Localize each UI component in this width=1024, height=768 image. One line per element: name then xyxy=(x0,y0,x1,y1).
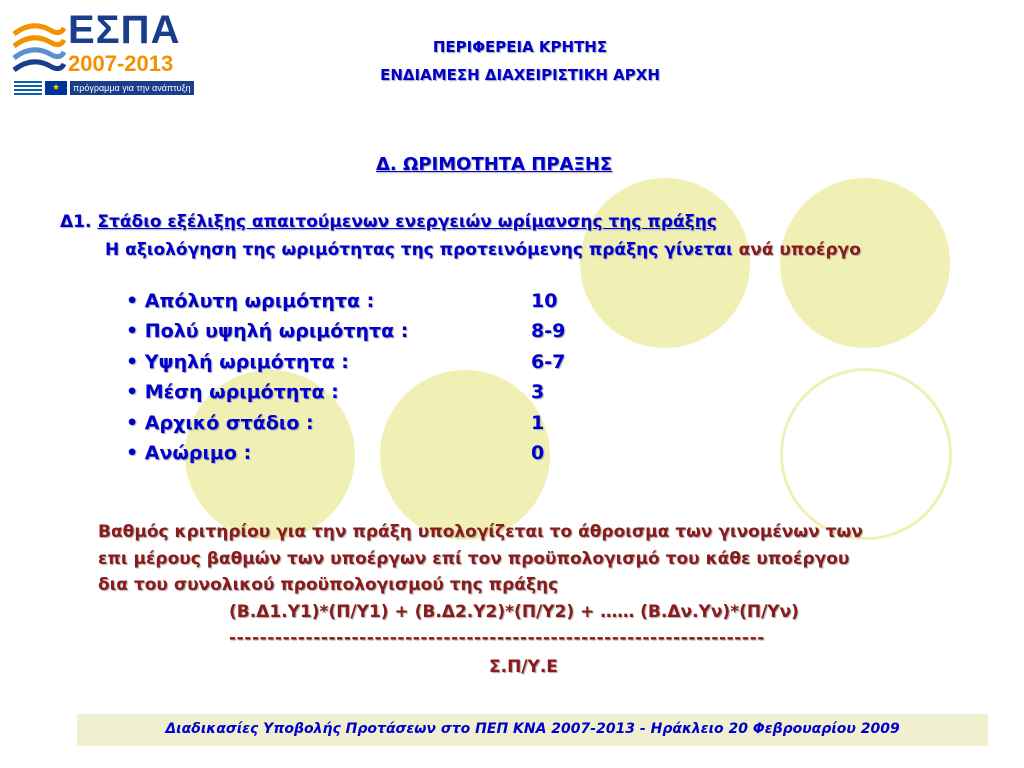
list-item-label: • Μέση ωριμότητα : xyxy=(126,381,339,403)
decor-circle xyxy=(780,178,950,348)
list-item xyxy=(126,320,565,342)
d1-subtitle-highlight: ανά υποέργο xyxy=(738,240,861,260)
list-item-value: 0 xyxy=(531,442,545,464)
d1-heading xyxy=(60,212,717,232)
espa-logo xyxy=(10,8,191,98)
list-item-value: 1 xyxy=(531,412,545,434)
eu-flag-icon: ★ xyxy=(45,81,67,95)
footer-bar xyxy=(77,714,988,746)
formula-divider: ---------------------------------------------------------------------- xyxy=(229,628,765,648)
logo-wordmark: ΕΣΠΑ xyxy=(68,8,181,52)
paragraph-line-3: δια του συνολικού προϋπολογισμού της πράξης xyxy=(98,575,559,595)
list-item-label: • Ανώριμο : xyxy=(126,442,252,464)
list-item xyxy=(126,351,565,373)
header-region: ΠΕΡΙΦΕΡΕΙΑ ΚΡΗΤΗΣ xyxy=(432,38,608,56)
footer-text: Διαδικασίες Υποβολής Προτάσεων στο ΠΕΠ ΚΝΑ 2007-2013 - Ηράκλειο 20 Φεβρουαρίου 2009 xyxy=(165,721,900,737)
d1-subtitle-text: Η αξιολόγηση της ωριμότητας της προτεινόμενης πράξης γίνεται xyxy=(105,240,733,260)
list-item-value: 8-9 xyxy=(531,320,566,342)
d1-prefix: Δ1. xyxy=(60,212,92,232)
formula-numerator: (Β.Δ1.Υ1)*(Π/Υ1) + (Β.Δ2.Υ2)*(Π/Υ2) + …… (Β.Δν.Υν)*(Π/Υν) xyxy=(229,602,799,622)
greek-flag-icon xyxy=(14,81,42,95)
list-item xyxy=(126,290,557,312)
list-item-label: • Υψηλή ωριμότητα : xyxy=(126,351,349,373)
paragraph-line-1: Βαθμός κριτηρίου για την πράξη υπολογίζεται το άθροισμα των γινομένων των xyxy=(98,522,863,542)
d1-title: Στάδιο εξέλιξης απαιτούμενων ενεργειών ωρίμανσης της πράξης xyxy=(97,212,717,232)
list-item xyxy=(126,442,544,464)
list-item-label: • Αρχικό στάδιο : xyxy=(126,412,314,434)
header-authority: ΕΝΔΙΑΜΕΣΗ ΔΙΑΧΕΙΡΙΣΤΙΚΗ ΑΡΧΗ xyxy=(380,66,660,84)
list-item-value: 6-7 xyxy=(531,351,566,373)
section-title: Δ. ΩΡΙΜΟΤΗΤΑ ΠΡΑΞΗΣ xyxy=(376,154,613,175)
formula-denominator: Σ.Π/Υ.Ε xyxy=(489,657,558,677)
list-item-label: • Απόλυτη ωριμότητα : xyxy=(126,290,375,312)
list-item xyxy=(126,412,544,434)
logo-waves-icon xyxy=(10,18,66,76)
decor-circle-ring xyxy=(780,368,952,540)
list-item-value: 3 xyxy=(531,381,545,403)
paragraph-line-2: επι μέρους βαθμών των υποέργων επί τον προϋπολογισμό του κάθε υποέργου xyxy=(98,549,850,569)
logo-tagline: πρόγραμμα για την ανάπτυξη xyxy=(70,81,194,95)
list-item xyxy=(126,381,544,403)
list-item-label: • Πολύ υψηλή ωριμότητα : xyxy=(126,320,409,342)
logo-years: 2007-2013 xyxy=(68,51,174,76)
list-item-value: 10 xyxy=(531,290,558,312)
d1-subtitle xyxy=(105,240,861,260)
decor-circle xyxy=(580,178,750,348)
